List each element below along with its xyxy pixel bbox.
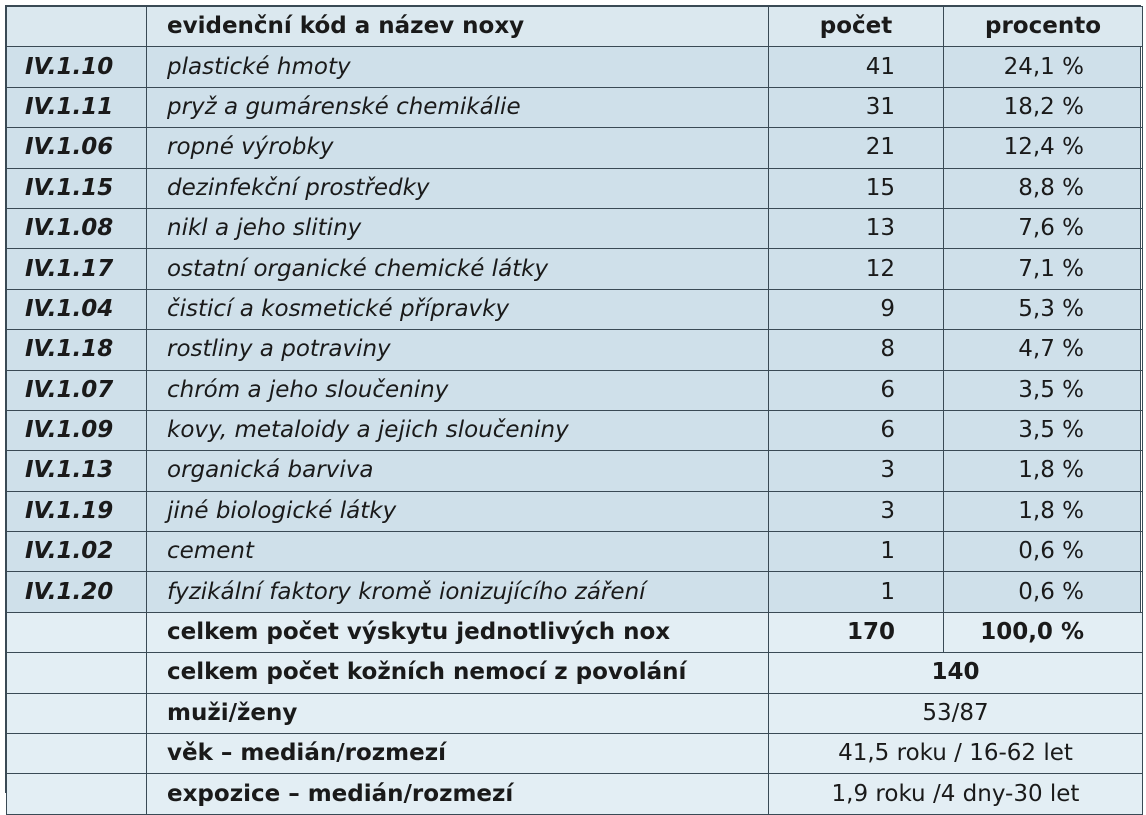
row-code: IV.1.20 [7, 572, 147, 612]
total-nox-percent: 100,0 % [944, 612, 1143, 652]
row-percent: 7,1 % [944, 249, 1143, 289]
table-row [7, 572, 1143, 612]
summary-row-sex [7, 693, 1143, 733]
row-code: IV.1.13 [7, 451, 147, 491]
header-name: evidenční kód a název noxy [147, 7, 769, 47]
row-percent: 7,6 % [944, 208, 1143, 248]
row-percent: 3,5 % [944, 410, 1143, 450]
row-percent: 0,6 % [944, 532, 1143, 572]
table-row [7, 370, 1143, 410]
row-count: 3 [769, 451, 944, 491]
row-code: IV.1.15 [7, 168, 147, 208]
row-percent: 8,8 % [944, 168, 1143, 208]
table-row [7, 330, 1143, 370]
table-row [7, 410, 1143, 450]
table-row [7, 208, 1143, 248]
row-code: IV.1.19 [7, 491, 147, 531]
table-row [7, 289, 1143, 329]
age-label: věk – medián/rozmezí [147, 734, 769, 774]
row-percent: 5,3 % [944, 289, 1143, 329]
row-code: IV.1.04 [7, 289, 147, 329]
row-count: 15 [769, 168, 944, 208]
table-row [7, 87, 1143, 127]
row-count: 3 [769, 491, 944, 531]
row-name: čisticí a kosmetické přípravky [147, 289, 769, 329]
row-count: 41 [769, 47, 944, 87]
summary-empty-cell [7, 653, 147, 693]
table-row [7, 128, 1143, 168]
row-count: 1 [769, 532, 944, 572]
row-name: ropné výrobky [147, 128, 769, 168]
row-count: 13 [769, 208, 944, 248]
row-code: IV.1.10 [7, 47, 147, 87]
age-value: 41,5 roku / 16-62 let [769, 734, 1143, 774]
header-code-cell [7, 7, 147, 47]
row-code: IV.1.02 [7, 532, 147, 572]
noxy-table-container [5, 5, 1141, 807]
row-code: IV.1.18 [7, 330, 147, 370]
row-percent: 12,4 % [944, 128, 1143, 168]
header-percent: procento [944, 7, 1143, 47]
row-name: kovy, metaloidy a jejich sloučeniny [147, 410, 769, 450]
summary-empty-cell [7, 774, 147, 814]
total-disease-value: 140 [769, 653, 1143, 693]
row-code: IV.1.09 [7, 410, 147, 450]
summary-row-total-disease [7, 653, 1143, 693]
row-percent: 3,5 % [944, 370, 1143, 410]
summary-empty-cell [7, 693, 147, 733]
row-percent: 18,2 % [944, 87, 1143, 127]
row-name: cement [147, 532, 769, 572]
row-name: rostliny a potraviny [147, 330, 769, 370]
row-count: 1 [769, 572, 944, 612]
row-name: fyzikální faktory kromě ionizujícího záření [147, 572, 769, 612]
table-row [7, 491, 1143, 531]
row-percent: 1,8 % [944, 491, 1143, 531]
row-name: pryž a gumárenské chemikálie [147, 87, 769, 127]
table-row [7, 47, 1143, 87]
exposure-label: expozice – medián/rozmezí [147, 774, 769, 814]
table-row [7, 168, 1143, 208]
row-name: chróm a jeho sloučeniny [147, 370, 769, 410]
exposure-value: 1,9 roku /4 dny-30 let [769, 774, 1143, 814]
table-row [7, 532, 1143, 572]
row-code: IV.1.11 [7, 87, 147, 127]
total-nox-label: celkem počet výskytu jednotlivých nox [147, 612, 769, 652]
row-count: 9 [769, 289, 944, 329]
row-percent: 4,7 % [944, 330, 1143, 370]
row-name: organická barviva [147, 451, 769, 491]
row-percent: 0,6 % [944, 572, 1143, 612]
row-name: nikl a jeho slitiny [147, 208, 769, 248]
noxy-table [6, 6, 1143, 815]
row-count: 21 [769, 128, 944, 168]
row-code: IV.1.08 [7, 208, 147, 248]
row-name: dezinfekční prostředky [147, 168, 769, 208]
summary-row-age [7, 734, 1143, 774]
summary-row-exposure [7, 774, 1143, 814]
summary-row-total-nox [7, 612, 1143, 652]
row-count: 8 [769, 330, 944, 370]
row-name: plastické hmoty [147, 47, 769, 87]
row-count: 6 [769, 410, 944, 450]
row-percent: 1,8 % [944, 451, 1143, 491]
table-row [7, 249, 1143, 289]
row-percent: 24,1 % [944, 47, 1143, 87]
table-row [7, 451, 1143, 491]
row-count: 6 [769, 370, 944, 410]
row-name: ostatní organické chemické látky [147, 249, 769, 289]
row-code: IV.1.07 [7, 370, 147, 410]
sex-value: 53/87 [769, 693, 1143, 733]
summary-empty-cell [7, 612, 147, 652]
row-count: 31 [769, 87, 944, 127]
summary-empty-cell [7, 734, 147, 774]
row-code: IV.1.06 [7, 128, 147, 168]
total-disease-label: celkem počet kožních nemocí z povolání [147, 653, 769, 693]
row-name: jiné biologické látky [147, 491, 769, 531]
sex-label: muži/ženy [147, 693, 769, 733]
row-count: 12 [769, 249, 944, 289]
header-count: počet [769, 7, 944, 47]
row-code: IV.1.17 [7, 249, 147, 289]
table-header-row [7, 7, 1143, 47]
total-nox-count: 170 [769, 612, 944, 652]
